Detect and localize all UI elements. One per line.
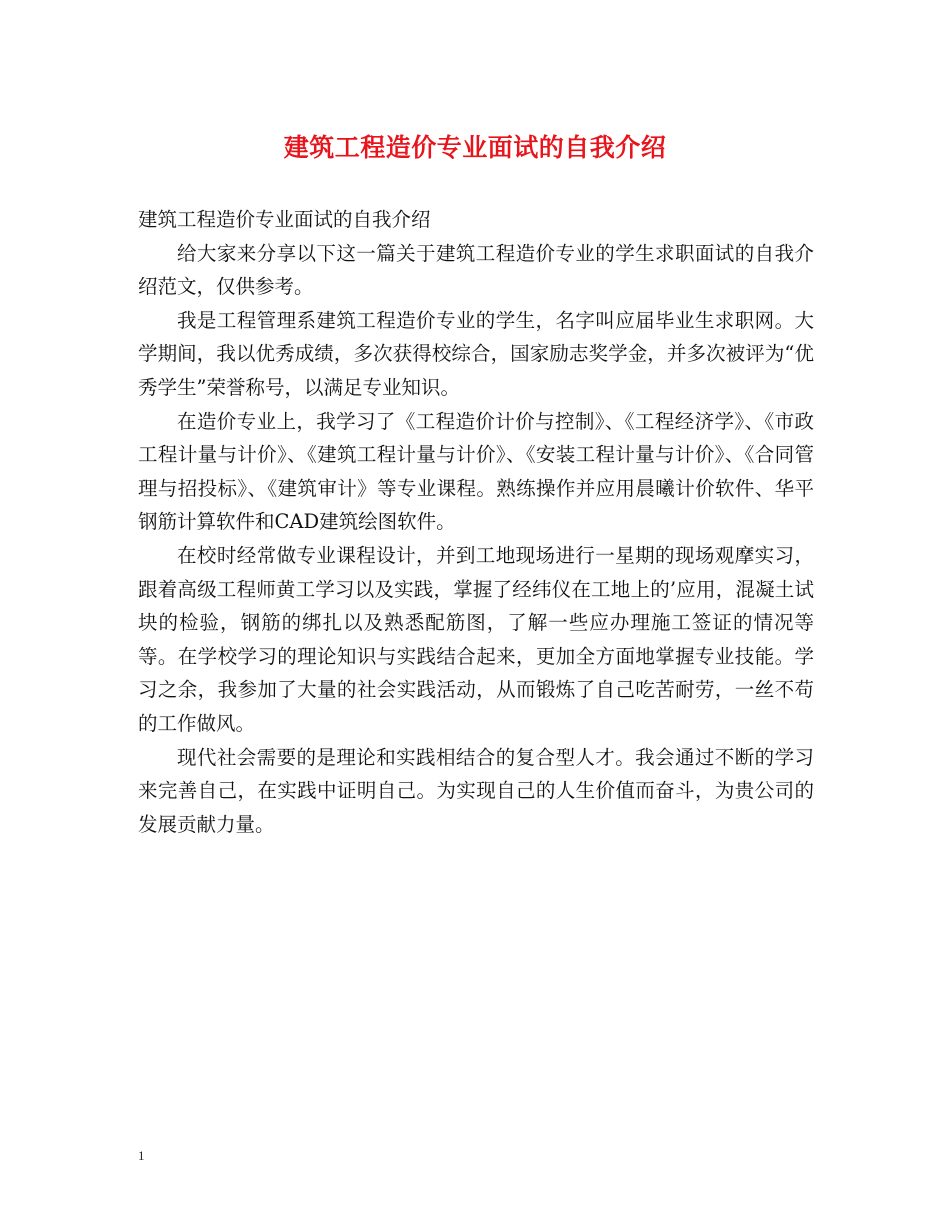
paragraph-background: 我是工程管理系建筑工程造价专业的学生，名字叫应届毕业生求职网。大学期间，我以优秀成绩，多次获得校综合，国家励志奖学金，并多次被评为“优秀学生”荣誉称号，以满足专业知识。 [138, 308, 814, 399]
paragraph-courses: 在造价专业上，我学习了《工程造价计价与控制》、《工程经济学》、《市政工程计量与计价》、《建筑工程计量与计价》、《安装工程计量与计价》、《合同管理与招投标》、《建筑审计》等专业课程。熟练操作并应用晨曦计价软件、华平钢筋计算软件和CAD建筑绘图软件。 [138, 409, 814, 534]
paragraph-intro: 给大家来分享以下这一篇关于建筑工程造价专业的学生求职面试的自我介绍范文，仅供参考。 [138, 241, 814, 299]
paragraph-closing: 现代社会需要的是理论和实践相结合的复合型人才。我会通过不断的学习来完善自己，在实践中证明自己。为实现自己的人生价值而奋斗，为贵公司的发展贡献力量。 [138, 745, 814, 836]
document-body [138, 203, 814, 841]
paragraph-practice: 在校时经常做专业课程设计，并到工地现场进行一星期的现场观摩实习，跟着高级工程师黄工学习以及实践，掌握了经纬仪在工地上的’应用，混凝土试块的检验，钢筋的绑扎以及熟悉配筋图，了解一些应办理施工签证的情况等等。在学校学习的理论知识与实践结合起来，更加全方面地掌握专业技能。学习之余，我参加了大量的社会实践活动，从而锻炼了自己吃苦耐劳，一丝不苟的工作做风。 [138, 543, 814, 735]
document-title: 建筑工程造价专业面试的自我介绍 [283, 133, 667, 162]
paragraph-heading: 建筑工程造价专业面试的自我介绍 [138, 208, 431, 231]
page-number: 1 [138, 1148, 145, 1163]
